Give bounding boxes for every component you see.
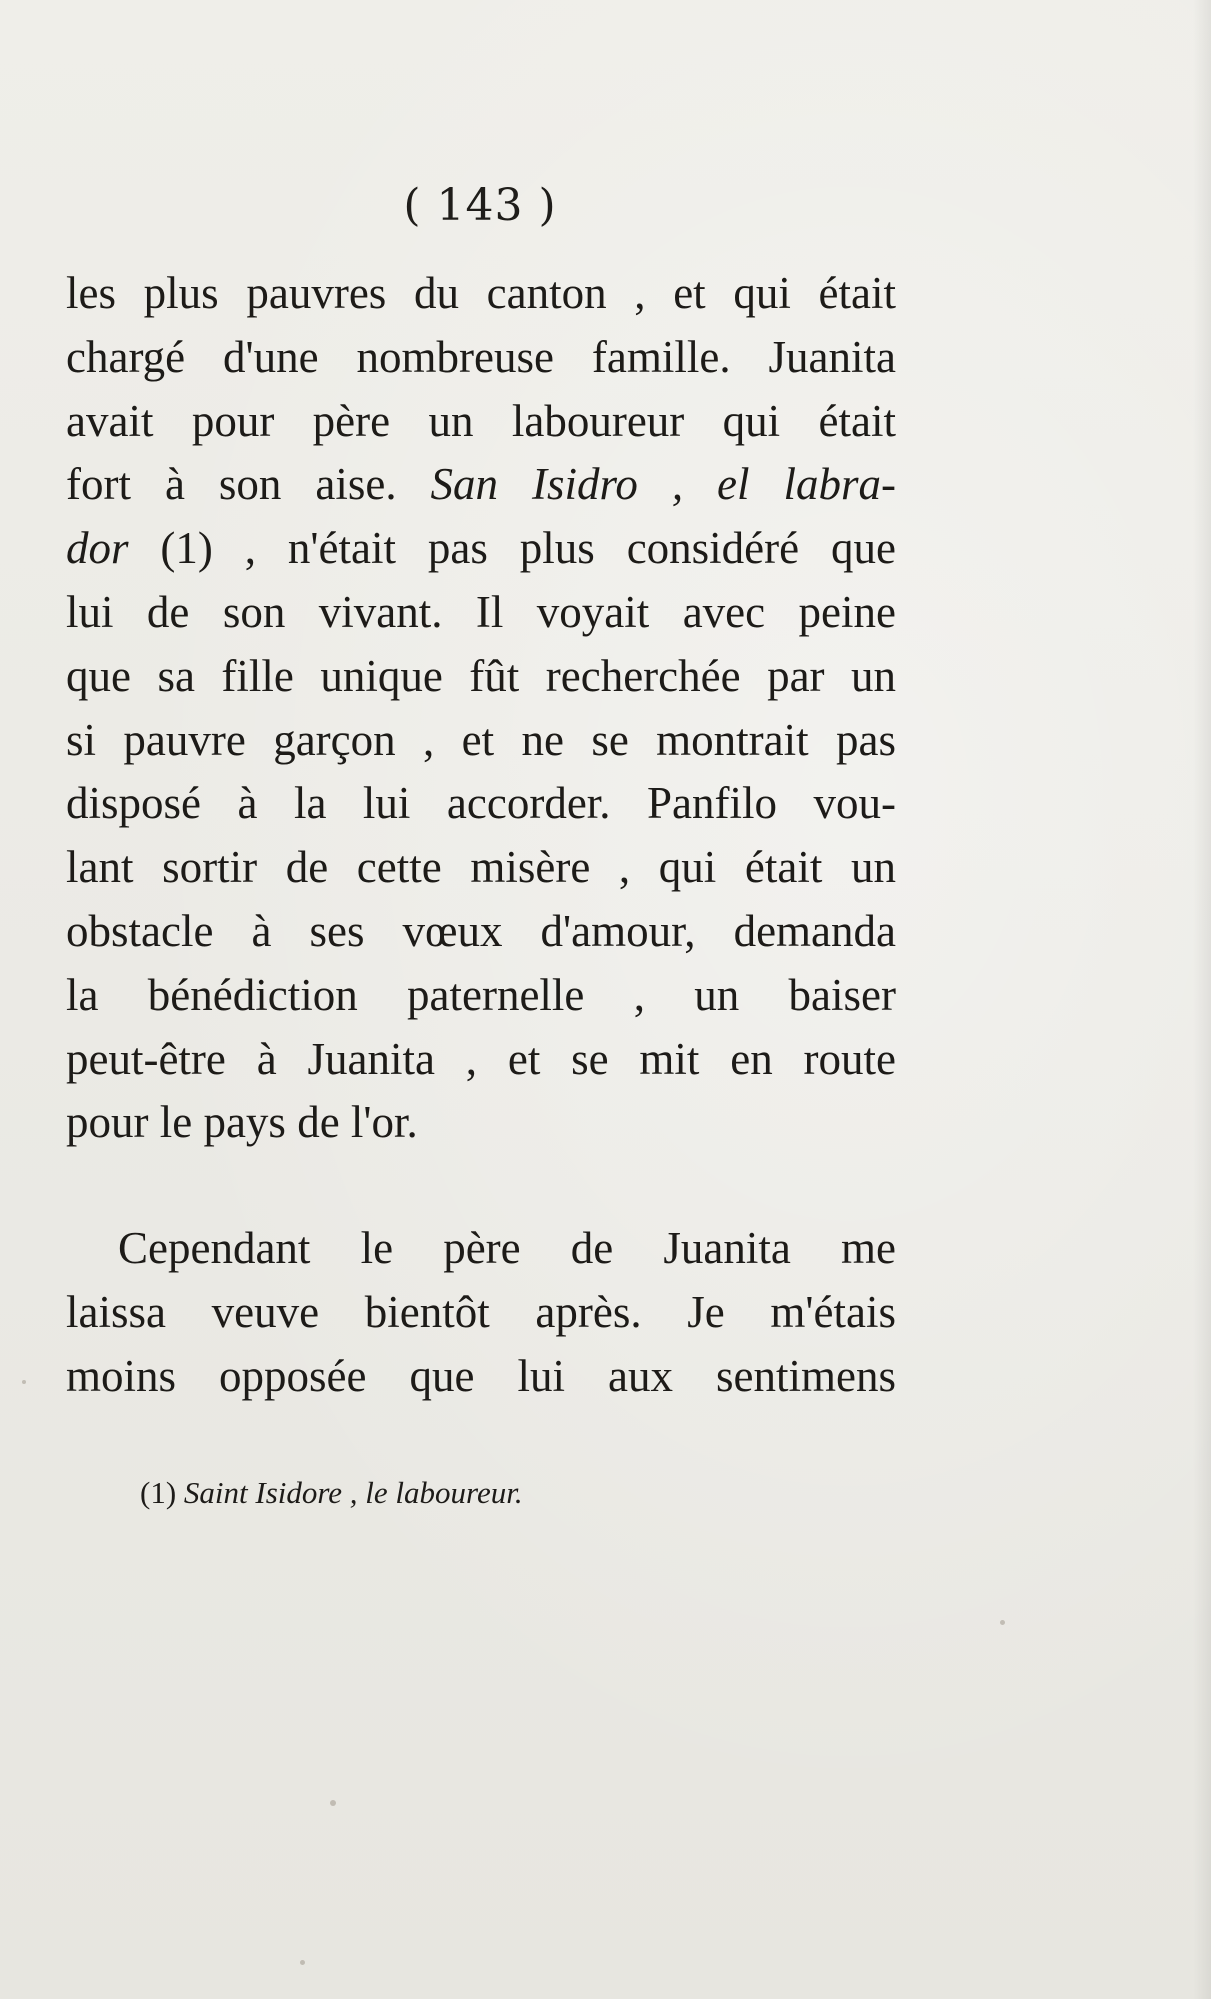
text-line: que sa fille unique fût recherchée par un <box>66 650 896 701</box>
italic-name: dor <box>66 523 129 574</box>
text-line: peut-être à Juanita , et se mit en route <box>66 1033 896 1084</box>
text-line: les plus pauvres du canton , et qui était <box>66 268 896 318</box>
body-text <box>66 262 896 1409</box>
text-line: si pauvre garçon , et ne se montrait pas <box>66 714 896 765</box>
paper-speck <box>330 1800 336 1806</box>
text-line: disposé à la lui accorder. Panfilo vou- <box>66 778 896 829</box>
paper-speck <box>22 1380 26 1384</box>
italic-name: San Isidro , el labra- <box>430 459 896 510</box>
text-line: obstacle à ses vœux d'amour, demanda <box>66 905 896 956</box>
text-line <box>66 517 896 581</box>
text-line <box>66 453 896 517</box>
text-line: laissa veuve bientôt après. Je m'étais <box>66 1286 896 1337</box>
text-line: Cependant le père de Juanita me <box>118 1223 896 1274</box>
footnote <box>140 1475 900 1511</box>
footnote-marker: (1) <box>140 1475 184 1510</box>
text-line: avait pour père un laboureur qui était <box>66 395 896 446</box>
page-edge-shadow <box>1193 0 1211 1999</box>
text-segment: (1) , n'était pas plus considéré que <box>128 523 896 574</box>
page-number: ( 143 ) <box>403 180 557 231</box>
text-line: lant sortir de cette misère , qui était un <box>66 842 896 893</box>
text-line: la bénédiction paternelle , un baiser <box>66 969 896 1020</box>
text-line: pour le pays de l'or. <box>66 1097 418 1148</box>
paragraph-gap <box>66 1155 896 1217</box>
footnote-text: Saint Isidore , le laboureur. <box>183 1475 523 1510</box>
text-line: chargé d'une nombreuse famille. Juanita <box>66 331 896 382</box>
text-line: lui de son vivant. Il voyait avec peine <box>66 586 896 637</box>
text-segment: fort à son aise. <box>66 459 431 510</box>
paper-speck <box>1000 1620 1005 1625</box>
paper-speck <box>300 1960 305 1965</box>
text-line: moins opposée que lui aux sentimens <box>66 1350 896 1401</box>
